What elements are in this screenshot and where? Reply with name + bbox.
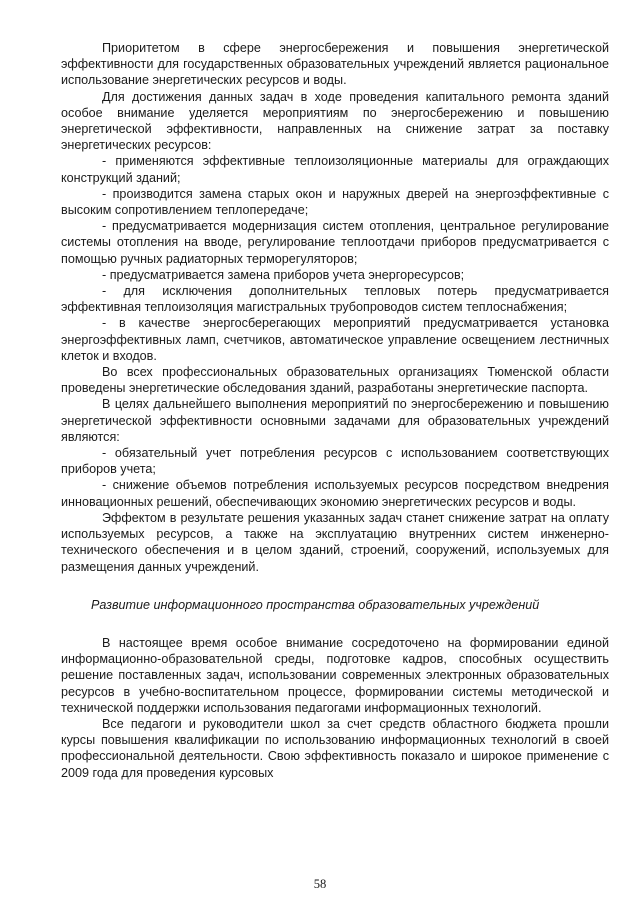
list-item: - предусматривается замена приборов учета энергоресурсов; xyxy=(102,267,465,282)
list-item: - для исключения дополнительных тепловых потерь предусматривается эффективная теплоизоляция магистральных трубопроводов систем теплоснабжения; xyxy=(61,284,609,315)
paragraph: Во всех профессиональных образовательных организациях Тюменской области проведены энергетические обследования зданий, разработаны энергетические паспорта. xyxy=(61,365,609,396)
list-item: - в качестве энергосберегающих мероприятий предусматривается установка энергоэффективных ламп, счетчиков, автоматическое управление освещением лестничных клеток и входов. xyxy=(61,316,609,363)
paragraph: В настоящее время особое внимание сосредоточено на формировании единой информационно-образовательной среды, подготовке кадров, способных осуществить решение поставленных задач, использовании современных электронных образовательных ресурсов в учебно-воспитательном процессе, формировании системы методической и технической поддержки использования педагогами информационных технологий. xyxy=(61,635,609,715)
list-item: - производится замена старых окон и наружных дверей на энергоэффективные с высоким сопротивлением теплопередаче; xyxy=(61,186,609,218)
paragraph: Все педагоги и руководители школ за счет средств областного бюджета прошли курсы повышения квалификации по использованию информационных технологий в своей профессиональной деятельности. Свою эффективность показало и широкое применение с 2009 года для проведения курсовых xyxy=(61,716,609,780)
paragraph: Эффектом в результате решения указанных задач станет снижение затрат на оплату используемых ресурсов, а также на эксплуатацию внутренних систем инженерно-технического обеспечения и в целом зданий, строений, сооружений, используемых для размещения данных учреждений. xyxy=(61,510,609,574)
list-item: - обязательный учет потребления ресурсов с использованием соответствующих приборов учета; xyxy=(61,446,609,477)
page-body xyxy=(61,40,609,781)
paragraph: В целях дальнейшего выполнения мероприятий по энергосбережению и повышению энергетической эффективности основными задачами для образовательных учреждений являются: xyxy=(61,397,609,444)
list-item: - предусматривается модернизация систем отопления, центральное регулирование системы отопления на вводе, регулирование теплоотдачи приборов предусматривается с помощью ручных радиаторных терморегуляторов; xyxy=(61,219,609,266)
paragraph: Для достижения данных задач в ходе проведения капитального ремонта зданий особое внимание уделяется мероприятиям по энергосбережению и повышению энергетической эффективности, направленных на снижение затрат за поставку энергетических ресурсов: xyxy=(61,89,609,153)
page-number: 58 xyxy=(313,877,327,891)
paragraph: Приоритетом в сфере энергосбережения и повышения энергетической эффективности для государственных образовательных учреждений является рациональное использование энергетических ресурсов и воды. xyxy=(61,41,609,88)
section-heading: Развитие информационного пространства образовательных учреждений xyxy=(91,597,540,612)
list-item: - снижение объемов потребления используемых ресурсов посредством внедрения инновационных решений, обеспечивающих экономию энергетических ресурсов и воды. xyxy=(61,478,609,509)
list-item: - применяются эффективные теплоизоляционные материалы для ограждающих конструкций зданий; xyxy=(61,154,609,185)
